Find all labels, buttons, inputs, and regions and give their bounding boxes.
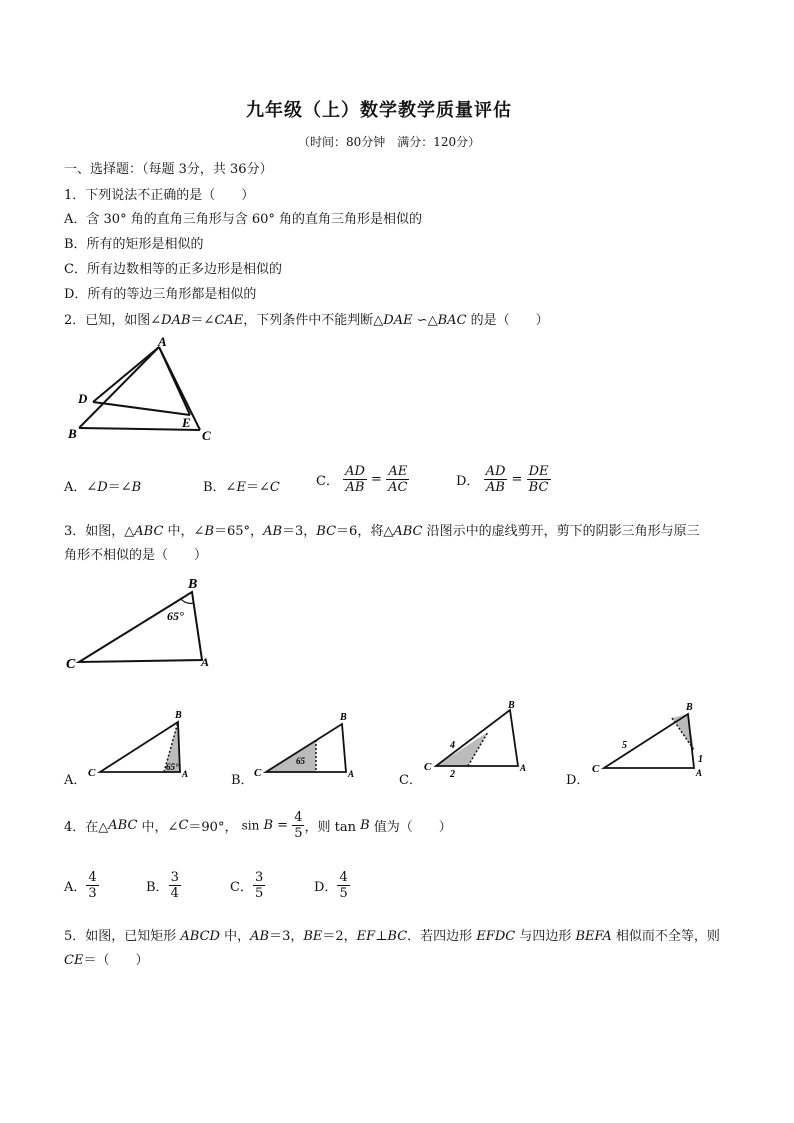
q3-stem-line1: 3．如图，△ABC 中，∠B＝65°，AB＝3，BC＝6，将△ABC 沿图示中的虚线剪开，剪下的阴影三角形与原三 bbox=[64, 524, 700, 539]
q2-segment-ab bbox=[79, 347, 159, 428]
q3-option-b-figure bbox=[254, 706, 364, 784]
q3-c-triangle bbox=[436, 710, 518, 766]
q2-figure bbox=[60, 330, 230, 445]
q2-label-c: C bbox=[202, 428, 211, 443]
q3-main-label-a: A bbox=[201, 655, 210, 669]
q3-c-label-4: 4 bbox=[450, 740, 455, 751]
q3-option-b-label: B． bbox=[231, 773, 254, 788]
q4-option-b: B． $\frac{3}{4}$ bbox=[146, 870, 179, 901]
q1-option-b: B．所有的矩形是相似的 bbox=[64, 237, 204, 252]
q3-b-angle-label: 65 bbox=[296, 756, 305, 766]
q3-d-label-a: A bbox=[696, 768, 703, 778]
q3-d-label-5: 5 bbox=[622, 740, 627, 751]
q1-stem: 1．下列说法不正确的是（ ） bbox=[64, 188, 255, 203]
q3-b-label-a: A bbox=[348, 769, 355, 779]
q3-option-c-label: C． bbox=[399, 773, 422, 788]
q2-label-e: E bbox=[182, 415, 191, 430]
q3-option-a-figure bbox=[88, 706, 198, 784]
q3-option-d-figure bbox=[590, 698, 710, 780]
q2-segment-ad bbox=[93, 347, 159, 402]
q3-d-label-c: C bbox=[592, 763, 600, 775]
q4-option-c: C． $\frac{3}{5}$ bbox=[230, 870, 264, 901]
q3-c-label-b: B bbox=[508, 700, 515, 711]
q3-a-label-b: B bbox=[175, 710, 182, 721]
q2-label-a: A bbox=[158, 334, 167, 349]
section-heading: 一、选择题：（每题 3分，共 36分） bbox=[64, 162, 273, 177]
q3-b-label-b: B bbox=[340, 712, 347, 723]
q3-c-label-2: 2 bbox=[450, 769, 455, 780]
q3-main-label-c: C bbox=[66, 657, 76, 672]
q2-segment-de bbox=[93, 402, 190, 415]
q2-option-c: C． $\frac{AD}{AB}$ = $\frac{AE}{AC}$ bbox=[316, 464, 408, 495]
q3-option-a-label: A． bbox=[64, 773, 87, 788]
q1-option-a: A．含 30° 角的直角三角形与含 60° 角的直角三角形是相似的 bbox=[64, 212, 423, 227]
q5-stem-line2: CE＝（ ） bbox=[64, 953, 149, 968]
q3-main-angle-arc bbox=[181, 599, 194, 603]
q2-segment-ae bbox=[159, 347, 190, 415]
q2-label-b: B bbox=[68, 426, 77, 441]
page-subtitle: （时间：80分钟 满分：120分） bbox=[298, 135, 481, 149]
q4-stem: 4．在△ABC 中，∠C＝90°， sin B = $\frac{4}{5}$ ，则 tan B 值为（ ） bbox=[64, 810, 452, 841]
q3-main-figure bbox=[62, 570, 222, 675]
q3-main-angle-label: 65° bbox=[167, 609, 184, 623]
q3-a-label-a: A bbox=[182, 769, 189, 779]
q2-stem: 2．已知，如图∠DAB＝∠CAE，下列条件中不能判断△DAE ∽△BAC 的是（ ） bbox=[64, 313, 549, 328]
q3-d-label-1: 1 bbox=[698, 754, 703, 765]
q2-option-b: B．∠E＝∠C bbox=[203, 480, 280, 495]
q1-option-d: D．所有的等边三角形都是相似的 bbox=[64, 287, 257, 302]
q1-option-c: C．所有边数相等的正多边形是相似的 bbox=[64, 262, 282, 277]
q4-option-a: A． $\frac{4}{3}$ bbox=[64, 870, 97, 901]
q3-option-c-figure bbox=[422, 698, 537, 780]
q3-option-d-label: D． bbox=[566, 773, 590, 788]
q3-d-label-b: B bbox=[686, 702, 693, 713]
page-title: 九年级（上）数学教学质量评估 bbox=[246, 100, 512, 121]
q5-stem-line1: 5．如图，已知矩形 ABCD 中，AB＝3，BE＝2，EF⊥BC．若四边形 EFDC 与四边形 BEFA 相似而不全等，则 bbox=[64, 929, 720, 944]
q2-option-d: D． $\frac{AD}{AB}$ = $\frac{DE}{BC}$ bbox=[456, 464, 549, 495]
q3-c-label-a: A bbox=[520, 763, 527, 773]
q2-option-a: A．∠D＝∠B bbox=[64, 480, 142, 495]
q3-main-label-b: B bbox=[188, 577, 198, 592]
q3-a-label-c: C bbox=[88, 767, 96, 779]
q4-option-d: D． $\frac{4}{5}$ bbox=[314, 870, 348, 901]
q3-a-angle-label: 65° bbox=[166, 762, 179, 772]
q3-stem-line2: 角形不相似的是（ ） bbox=[64, 548, 208, 563]
q2-label-d: D bbox=[78, 391, 88, 406]
q3-main-triangle bbox=[79, 592, 202, 662]
q3-b-label-c: C bbox=[254, 767, 262, 779]
q3-c-label-c: C bbox=[424, 761, 432, 773]
